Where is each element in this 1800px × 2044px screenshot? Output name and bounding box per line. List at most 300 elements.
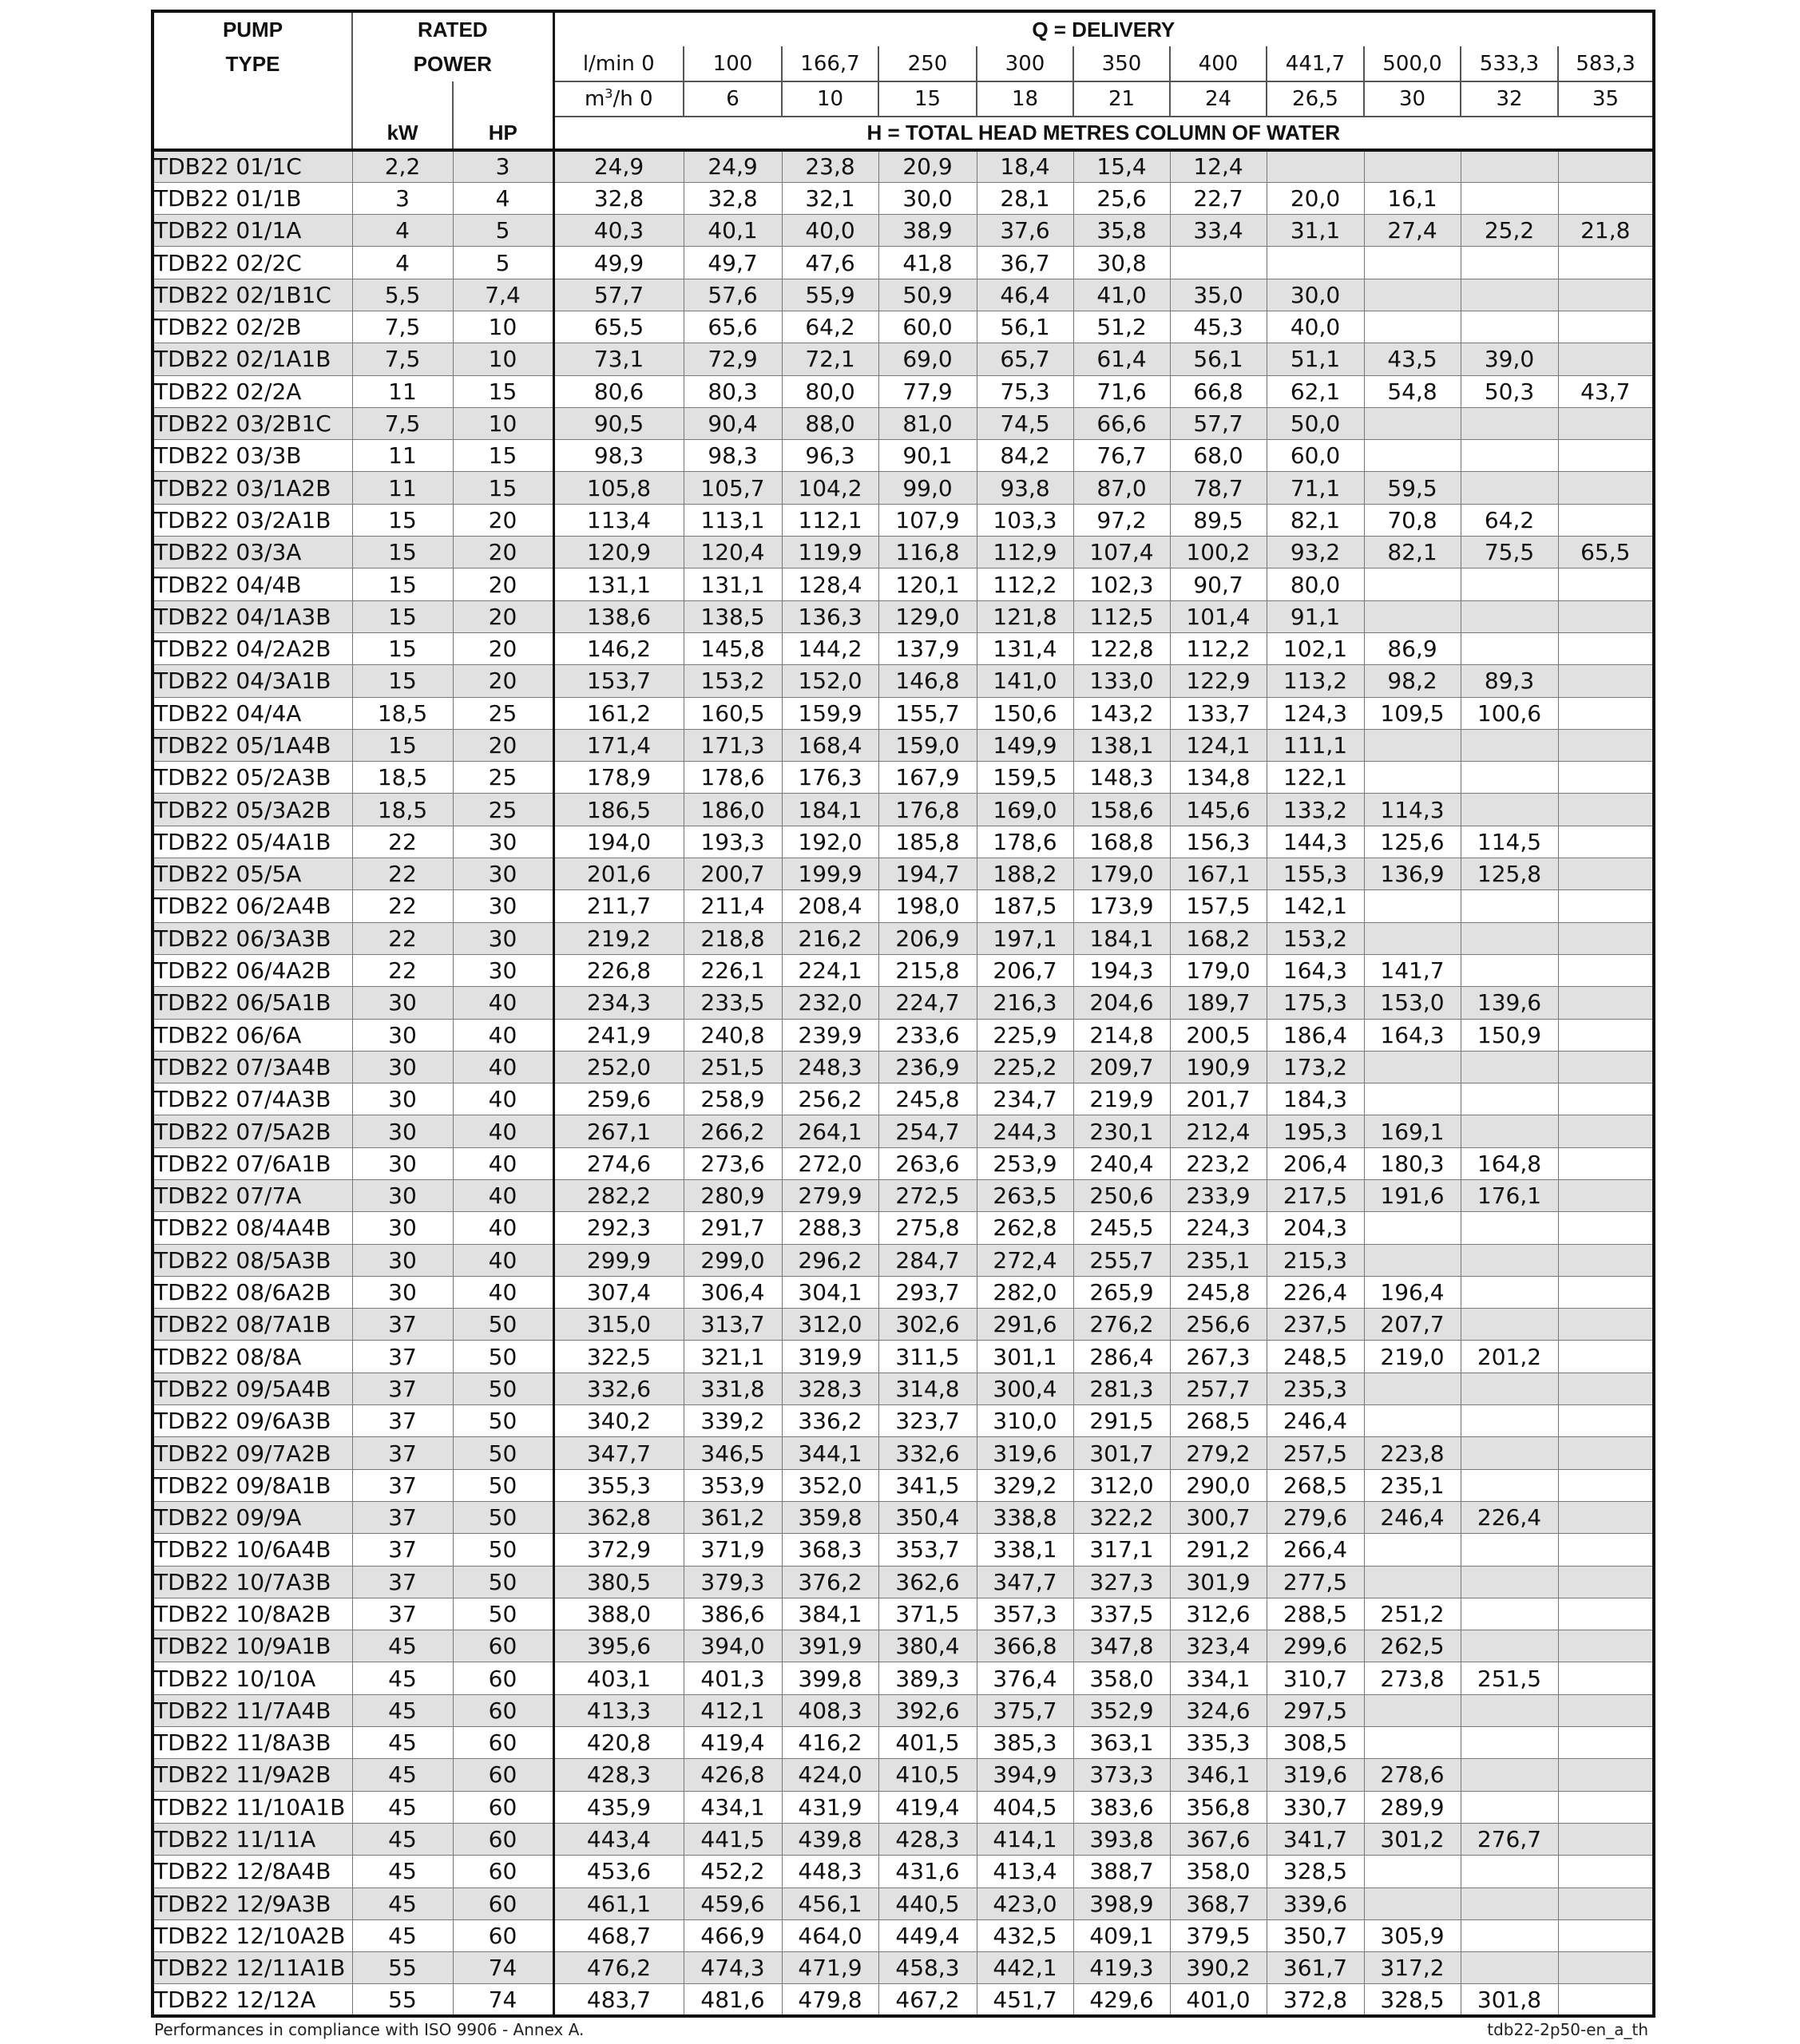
pump-type-cell: TDB22 11/7A4B bbox=[153, 1694, 352, 1726]
hp-cell: 25 bbox=[453, 794, 553, 826]
head-cell: 390,2 bbox=[1170, 1952, 1267, 1984]
head-cell: 256,2 bbox=[782, 1083, 878, 1115]
kw-cell: 45 bbox=[352, 1630, 453, 1662]
head-cell: 64,2 bbox=[782, 311, 878, 343]
head-cell: 73,1 bbox=[553, 343, 684, 375]
head-cell: 235,1 bbox=[1364, 1469, 1461, 1501]
head-cell: 124,3 bbox=[1267, 697, 1364, 729]
hp-cell: 40 bbox=[453, 1115, 553, 1147]
head-cell: 40,0 bbox=[1267, 311, 1364, 343]
head-cell: 275,8 bbox=[878, 1212, 977, 1244]
head-cell: 131,1 bbox=[553, 568, 684, 600]
head-cell: 38,9 bbox=[878, 215, 977, 247]
table-row bbox=[153, 1791, 1654, 1823]
head-cell: 207,7 bbox=[1364, 1309, 1461, 1341]
head-cell: 368,3 bbox=[782, 1534, 878, 1566]
head-cell: 233,9 bbox=[1170, 1180, 1267, 1212]
head-cell: 235,3 bbox=[1267, 1373, 1364, 1404]
pump-type-cell: TDB22 06/6A bbox=[153, 1019, 352, 1051]
head-cell bbox=[1558, 826, 1654, 858]
head-cell: 122,8 bbox=[1073, 632, 1170, 664]
table-row bbox=[153, 1501, 1654, 1533]
head-cell: 241,9 bbox=[553, 1019, 684, 1051]
head-cell: 251,5 bbox=[684, 1051, 782, 1083]
kw-cell: 45 bbox=[352, 1919, 453, 1951]
head-cell: 310,7 bbox=[1267, 1662, 1364, 1694]
table-row bbox=[153, 1212, 1654, 1244]
head-cell bbox=[1558, 1888, 1654, 1919]
head-cell: 461,1 bbox=[553, 1888, 684, 1919]
m3h-unit-post: /h 0 bbox=[613, 87, 653, 111]
head-cell: 380,4 bbox=[878, 1630, 977, 1662]
head-cell: 145,8 bbox=[684, 632, 782, 664]
kw-cell: 30 bbox=[352, 1083, 453, 1115]
head-cell: 386,6 bbox=[684, 1598, 782, 1630]
head-cell bbox=[1461, 729, 1558, 761]
head-cell: 416,2 bbox=[782, 1727, 878, 1759]
head-cell: 60,0 bbox=[878, 311, 977, 343]
head-cell: 49,7 bbox=[684, 247, 782, 279]
head-cell: 186,5 bbox=[553, 794, 684, 826]
head-cell: 137,9 bbox=[878, 632, 977, 664]
table-row bbox=[153, 1919, 1654, 1951]
kw-cell: 45 bbox=[352, 1823, 453, 1855]
head-cell: 142,1 bbox=[1267, 890, 1364, 922]
hp-cell: 30 bbox=[453, 954, 553, 986]
head-cell: 412,1 bbox=[684, 1694, 782, 1726]
hp-cell: 25 bbox=[453, 697, 553, 729]
head-cell: 206,7 bbox=[977, 954, 1073, 986]
head-cell: 291,2 bbox=[1170, 1534, 1267, 1566]
head-cell: 175,3 bbox=[1267, 987, 1364, 1019]
head-cell: 178,6 bbox=[684, 762, 782, 794]
kw-cell: 18,5 bbox=[352, 697, 453, 729]
pump-type-cell: TDB22 02/1B1C bbox=[153, 279, 352, 311]
pump-type-cell: TDB22 07/3A4B bbox=[153, 1051, 352, 1083]
head-cell: 375,7 bbox=[977, 1694, 1073, 1726]
kw-cell: 55 bbox=[352, 1952, 453, 1984]
head-cell: 223,2 bbox=[1170, 1147, 1267, 1179]
hp-cell: 10 bbox=[453, 343, 553, 375]
head-cell: 464,0 bbox=[782, 1919, 878, 1951]
head-cell: 276,7 bbox=[1461, 1823, 1558, 1855]
head-cell: 112,9 bbox=[977, 537, 1073, 568]
head-cell: 442,1 bbox=[977, 1952, 1073, 1984]
head-cell: 297,5 bbox=[1267, 1694, 1364, 1726]
head-cell: 112,2 bbox=[1170, 632, 1267, 664]
head-cell: 150,9 bbox=[1461, 1019, 1558, 1051]
head-cell: 184,1 bbox=[782, 794, 878, 826]
head-cell: 138,1 bbox=[1073, 729, 1170, 761]
hp-cell: 60 bbox=[453, 1791, 553, 1823]
head-cell: 276,2 bbox=[1073, 1309, 1170, 1341]
rated-power-header-line1: RATED bbox=[352, 11, 553, 46]
lmin-value: 300 bbox=[977, 46, 1073, 81]
head-cell bbox=[1364, 1051, 1461, 1083]
kw-cell: 45 bbox=[352, 1856, 453, 1888]
kw-cell: 30 bbox=[352, 1147, 453, 1179]
table-row bbox=[153, 600, 1654, 632]
head-cell bbox=[1558, 1051, 1654, 1083]
head-cell: 31,1 bbox=[1267, 215, 1364, 247]
head-cell: 82,1 bbox=[1364, 537, 1461, 568]
pump-type-cell: TDB22 08/6A2B bbox=[153, 1276, 352, 1308]
table-row bbox=[153, 279, 1654, 311]
head-cell: 329,2 bbox=[977, 1469, 1073, 1501]
head-cell bbox=[1558, 1856, 1654, 1888]
kw-cell: 37 bbox=[352, 1598, 453, 1630]
head-cell bbox=[1558, 1630, 1654, 1662]
table-row bbox=[153, 1115, 1654, 1147]
head-cell: 268,5 bbox=[1170, 1405, 1267, 1437]
head-cell: 112,1 bbox=[782, 504, 878, 536]
head-cell: 233,5 bbox=[684, 987, 782, 1019]
head-cell: 197,1 bbox=[977, 922, 1073, 954]
hp-cell: 40 bbox=[453, 987, 553, 1019]
head-cell: 323,7 bbox=[878, 1405, 977, 1437]
head-cell: 335,3 bbox=[1170, 1727, 1267, 1759]
head-cell: 413,3 bbox=[553, 1694, 684, 1726]
head-cell: 66,6 bbox=[1073, 407, 1170, 439]
pump-type-cell: TDB22 09/8A1B bbox=[153, 1469, 352, 1501]
table-row bbox=[153, 858, 1654, 890]
head-cell: 169,1 bbox=[1364, 1115, 1461, 1147]
head-cell: 279,6 bbox=[1267, 1501, 1364, 1533]
head-cell: 57,7 bbox=[1170, 407, 1267, 439]
pump-type-cell: TDB22 06/4A2B bbox=[153, 954, 352, 986]
pump-type-cell: TDB22 02/1A1B bbox=[153, 343, 352, 375]
head-cell: 332,6 bbox=[878, 1437, 977, 1469]
lmin-prefix: l/min 0 bbox=[553, 46, 684, 81]
head-cell: 280,9 bbox=[684, 1180, 782, 1212]
head-cell: 401,5 bbox=[878, 1727, 977, 1759]
head-cell bbox=[1364, 922, 1461, 954]
head-cell: 352,9 bbox=[1073, 1694, 1170, 1726]
head-cell: 211,7 bbox=[553, 890, 684, 922]
head-cell: 290,0 bbox=[1170, 1469, 1267, 1501]
head-cell bbox=[1461, 472, 1558, 504]
head-cell: 112,2 bbox=[977, 568, 1073, 600]
head-cell: 456,1 bbox=[782, 1888, 878, 1919]
head-cell: 223,8 bbox=[1364, 1437, 1461, 1469]
pump-type-cell: TDB22 11/9A2B bbox=[153, 1759, 352, 1791]
head-cell: 189,7 bbox=[1170, 987, 1267, 1019]
empty-header-cell bbox=[453, 81, 553, 117]
head-cell: 453,6 bbox=[553, 1856, 684, 1888]
head-cell: 394,9 bbox=[977, 1759, 1073, 1791]
head-cell bbox=[1558, 1727, 1654, 1759]
head-cell: 323,4 bbox=[1170, 1630, 1267, 1662]
head-cell: 153,2 bbox=[684, 665, 782, 697]
head-cell: 184,3 bbox=[1267, 1083, 1364, 1115]
head-cell: 77,9 bbox=[878, 375, 977, 407]
head-cell: 314,8 bbox=[878, 1373, 977, 1404]
head-cell: 226,8 bbox=[553, 954, 684, 986]
head-cell: 133,0 bbox=[1073, 665, 1170, 697]
head-cell bbox=[1461, 1598, 1558, 1630]
hp-cell: 10 bbox=[453, 311, 553, 343]
empty-header-cell bbox=[153, 81, 352, 117]
lmin-value: 100 bbox=[684, 46, 782, 81]
head-cell: 72,1 bbox=[782, 343, 878, 375]
head-cell bbox=[1558, 1341, 1654, 1373]
pump-type-cell: TDB22 09/6A3B bbox=[153, 1405, 352, 1437]
head-cell: 59,5 bbox=[1364, 472, 1461, 504]
head-cell: 357,3 bbox=[977, 1598, 1073, 1630]
head-cell: 60,0 bbox=[1267, 440, 1364, 472]
head-cell bbox=[1461, 1791, 1558, 1823]
head-cell: 98,2 bbox=[1364, 665, 1461, 697]
kw-cell: 15 bbox=[352, 665, 453, 697]
head-cell: 107,4 bbox=[1073, 537, 1170, 568]
head-cell: 347,7 bbox=[553, 1437, 684, 1469]
table-row bbox=[153, 1019, 1654, 1051]
pump-type-cell: TDB22 10/8A2B bbox=[153, 1598, 352, 1630]
head-cell: 171,3 bbox=[684, 729, 782, 761]
head-cell: 299,9 bbox=[553, 1244, 684, 1276]
head-cell: 423,0 bbox=[977, 1888, 1073, 1919]
head-cell: 341,5 bbox=[878, 1469, 977, 1501]
head-cell: 224,3 bbox=[1170, 1212, 1267, 1244]
pump-type-cell: TDB22 08/4A4B bbox=[153, 1212, 352, 1244]
head-cell: 33,4 bbox=[1170, 215, 1267, 247]
pump-type-cell: TDB22 08/8A bbox=[153, 1341, 352, 1373]
head-cell: 89,5 bbox=[1170, 504, 1267, 536]
head-cell: 481,6 bbox=[684, 1984, 782, 2016]
head-cell: 300,7 bbox=[1170, 1501, 1267, 1533]
pump-type-cell: TDB22 08/7A1B bbox=[153, 1309, 352, 1341]
head-cell: 258,9 bbox=[684, 1083, 782, 1115]
head-cell: 167,9 bbox=[878, 762, 977, 794]
head-cell: 149,9 bbox=[977, 729, 1073, 761]
head-cell: 211,4 bbox=[684, 890, 782, 922]
head-cell: 12,4 bbox=[1170, 150, 1267, 182]
table-row bbox=[153, 311, 1654, 343]
head-cell bbox=[1558, 343, 1654, 375]
head-cell bbox=[1461, 1437, 1558, 1469]
head-cell bbox=[1364, 440, 1461, 472]
head-cell: 176,3 bbox=[782, 762, 878, 794]
head-cell bbox=[1364, 600, 1461, 632]
head-cell: 105,8 bbox=[553, 472, 684, 504]
hp-cell: 50 bbox=[453, 1501, 553, 1533]
table-row bbox=[153, 1598, 1654, 1630]
head-cell: 47,6 bbox=[782, 247, 878, 279]
head-cell: 279,9 bbox=[782, 1180, 878, 1212]
head-cell: 219,0 bbox=[1364, 1341, 1461, 1373]
head-cell: 35,8 bbox=[1073, 215, 1170, 247]
head-cell: 122,1 bbox=[1267, 762, 1364, 794]
hp-cell: 15 bbox=[453, 440, 553, 472]
head-cell: 101,4 bbox=[1170, 600, 1267, 632]
table-row bbox=[153, 247, 1654, 279]
pump-type-cell: TDB22 02/2B bbox=[153, 311, 352, 343]
head-cell bbox=[1558, 600, 1654, 632]
head-cell: 459,6 bbox=[684, 1888, 782, 1919]
hp-cell: 50 bbox=[453, 1373, 553, 1404]
pump-type-cell: TDB22 07/4A3B bbox=[153, 1083, 352, 1115]
head-cell: 291,7 bbox=[684, 1212, 782, 1244]
head-cell bbox=[1558, 762, 1654, 794]
head-cell: 54,8 bbox=[1364, 375, 1461, 407]
head-cell bbox=[1461, 1083, 1558, 1115]
table-row bbox=[153, 1823, 1654, 1855]
head-cell: 307,4 bbox=[553, 1276, 684, 1308]
head-cell: 57,7 bbox=[553, 279, 684, 311]
head-cell: 188,2 bbox=[977, 858, 1073, 890]
pump-type-cell: TDB22 12/10A2B bbox=[153, 1919, 352, 1951]
head-cell: 216,2 bbox=[782, 922, 878, 954]
pump-type-cell: TDB22 09/7A2B bbox=[153, 1437, 352, 1469]
head-cell: 300,4 bbox=[977, 1373, 1073, 1404]
hp-cell: 20 bbox=[453, 504, 553, 536]
head-cell bbox=[1558, 1662, 1654, 1694]
head-cell: 265,9 bbox=[1073, 1276, 1170, 1308]
head-cell: 100,2 bbox=[1170, 537, 1267, 568]
head-cell: 371,5 bbox=[878, 1598, 977, 1630]
head-cell: 164,3 bbox=[1267, 954, 1364, 986]
head-cell: 327,3 bbox=[1073, 1566, 1170, 1598]
head-cell: 116,8 bbox=[878, 537, 977, 568]
head-cell bbox=[1461, 407, 1558, 439]
head-cell: 230,1 bbox=[1073, 1115, 1170, 1147]
head-cell: 362,6 bbox=[878, 1566, 977, 1598]
head-cell: 226,1 bbox=[684, 954, 782, 986]
hp-cell: 40 bbox=[453, 1147, 553, 1179]
pump-type-cell: TDB22 06/5A1B bbox=[153, 987, 352, 1019]
head-cell: 332,6 bbox=[553, 1373, 684, 1404]
head-cell: 90,1 bbox=[878, 440, 977, 472]
head-cell: 245,8 bbox=[878, 1083, 977, 1115]
head-cell bbox=[1461, 1888, 1558, 1919]
head-cell: 103,3 bbox=[977, 504, 1073, 536]
head-cell: 301,2 bbox=[1364, 1823, 1461, 1855]
head-cell: 121,8 bbox=[977, 600, 1073, 632]
head-cell: 255,7 bbox=[1073, 1244, 1170, 1276]
kw-cell: 45 bbox=[352, 1759, 453, 1791]
head-cell bbox=[1364, 1212, 1461, 1244]
lmin-value: 533,3 bbox=[1461, 46, 1558, 81]
head-cell: 372,8 bbox=[1267, 1984, 1364, 2016]
head-cell: 167,1 bbox=[1170, 858, 1267, 890]
kw-cell: 18,5 bbox=[352, 762, 453, 794]
head-cell: 355,3 bbox=[553, 1469, 684, 1501]
hp-cell: 10 bbox=[453, 407, 553, 439]
head-cell bbox=[1558, 1373, 1654, 1404]
head-cell: 119,9 bbox=[782, 537, 878, 568]
head-cell: 419,4 bbox=[878, 1791, 977, 1823]
head-cell bbox=[1461, 1952, 1558, 1984]
pump-type-cell: TDB22 09/5A4B bbox=[153, 1373, 352, 1404]
head-cell: 131,1 bbox=[684, 568, 782, 600]
head-cell: 148,3 bbox=[1073, 762, 1170, 794]
head-cell: 350,4 bbox=[878, 1501, 977, 1533]
head-cell: 234,3 bbox=[553, 987, 684, 1019]
head-cell: 439,8 bbox=[782, 1823, 878, 1855]
pump-performance-table bbox=[151, 10, 1655, 2018]
head-cell: 263,5 bbox=[977, 1180, 1073, 1212]
head-cell: 18,4 bbox=[977, 150, 1073, 182]
head-cell: 441,5 bbox=[684, 1823, 782, 1855]
head-cell: 113,2 bbox=[1267, 665, 1364, 697]
head-cell: 334,1 bbox=[1170, 1662, 1267, 1694]
head-cell: 448,3 bbox=[782, 1856, 878, 1888]
head-cell: 293,7 bbox=[878, 1276, 977, 1308]
head-cell bbox=[1461, 1919, 1558, 1951]
head-cell bbox=[1558, 1759, 1654, 1791]
head-cell: 347,7 bbox=[977, 1566, 1073, 1598]
head-cell bbox=[1461, 1534, 1558, 1566]
head-cell: 152,0 bbox=[782, 665, 878, 697]
head-cell: 206,4 bbox=[1267, 1147, 1364, 1179]
head-cell: 218,8 bbox=[684, 922, 782, 954]
table-row bbox=[153, 697, 1654, 729]
head-cell bbox=[1461, 922, 1558, 954]
head-cell: 273,8 bbox=[1364, 1662, 1461, 1694]
head-cell: 187,5 bbox=[977, 890, 1073, 922]
head-cell bbox=[1364, 1405, 1461, 1437]
hp-cell: 40 bbox=[453, 1276, 553, 1308]
pump-type-header-line1: PUMP bbox=[222, 17, 283, 42]
head-cell: 109,5 bbox=[1364, 697, 1461, 729]
pump-type-header-line2: TYPE bbox=[225, 51, 280, 76]
head-cell: 28,1 bbox=[977, 182, 1073, 214]
lmin-value: 250 bbox=[878, 46, 977, 81]
head-cell: 155,3 bbox=[1267, 858, 1364, 890]
head-cell: 146,2 bbox=[553, 632, 684, 664]
head-cell: 41,8 bbox=[878, 247, 977, 279]
empty-header-cell bbox=[153, 117, 352, 150]
table-row bbox=[153, 1888, 1654, 1919]
head-cell: 291,5 bbox=[1073, 1405, 1170, 1437]
head-cell: 113,4 bbox=[553, 504, 684, 536]
table-row bbox=[153, 1534, 1654, 1566]
head-cell: 278,6 bbox=[1364, 1759, 1461, 1791]
head-cell: 401,0 bbox=[1170, 1984, 1267, 2016]
head-cell: 138,5 bbox=[684, 600, 782, 632]
head-cell bbox=[1558, 697, 1654, 729]
head-cell: 198,0 bbox=[878, 890, 977, 922]
pump-type-cell: TDB22 04/4A bbox=[153, 697, 352, 729]
head-cell: 224,1 bbox=[782, 954, 878, 986]
lmin-value: 350 bbox=[1073, 46, 1170, 81]
head-cell: 23,8 bbox=[782, 150, 878, 182]
head-cell: 352,0 bbox=[782, 1469, 878, 1501]
head-cell bbox=[1558, 407, 1654, 439]
head-cell: 179,0 bbox=[1073, 858, 1170, 890]
head-cell: 158,6 bbox=[1073, 794, 1170, 826]
head-cell: 125,8 bbox=[1461, 858, 1558, 890]
head-cell: 319,6 bbox=[1267, 1759, 1364, 1791]
kw-cell: 7,5 bbox=[352, 311, 453, 343]
head-cell: 168,8 bbox=[1073, 826, 1170, 858]
kw-cell: 15 bbox=[352, 632, 453, 664]
table-row bbox=[153, 665, 1654, 697]
head-cell: 268,5 bbox=[1267, 1469, 1364, 1501]
head-cell bbox=[1558, 954, 1654, 986]
pump-type-cell: TDB22 10/6A4B bbox=[153, 1534, 352, 1566]
head-cell: 40,0 bbox=[782, 215, 878, 247]
head-cell bbox=[1461, 1566, 1558, 1598]
head-cell bbox=[1558, 1405, 1654, 1437]
head-cell: 114,5 bbox=[1461, 826, 1558, 858]
head-cell bbox=[1558, 279, 1654, 311]
rated-power-header-line2: POWER bbox=[352, 46, 553, 81]
m3h-prefix bbox=[553, 81, 684, 117]
pump-type-cell: TDB22 06/3A3B bbox=[153, 922, 352, 954]
head-cell: 204,6 bbox=[1073, 987, 1170, 1019]
head-cell: 20,0 bbox=[1267, 182, 1364, 214]
